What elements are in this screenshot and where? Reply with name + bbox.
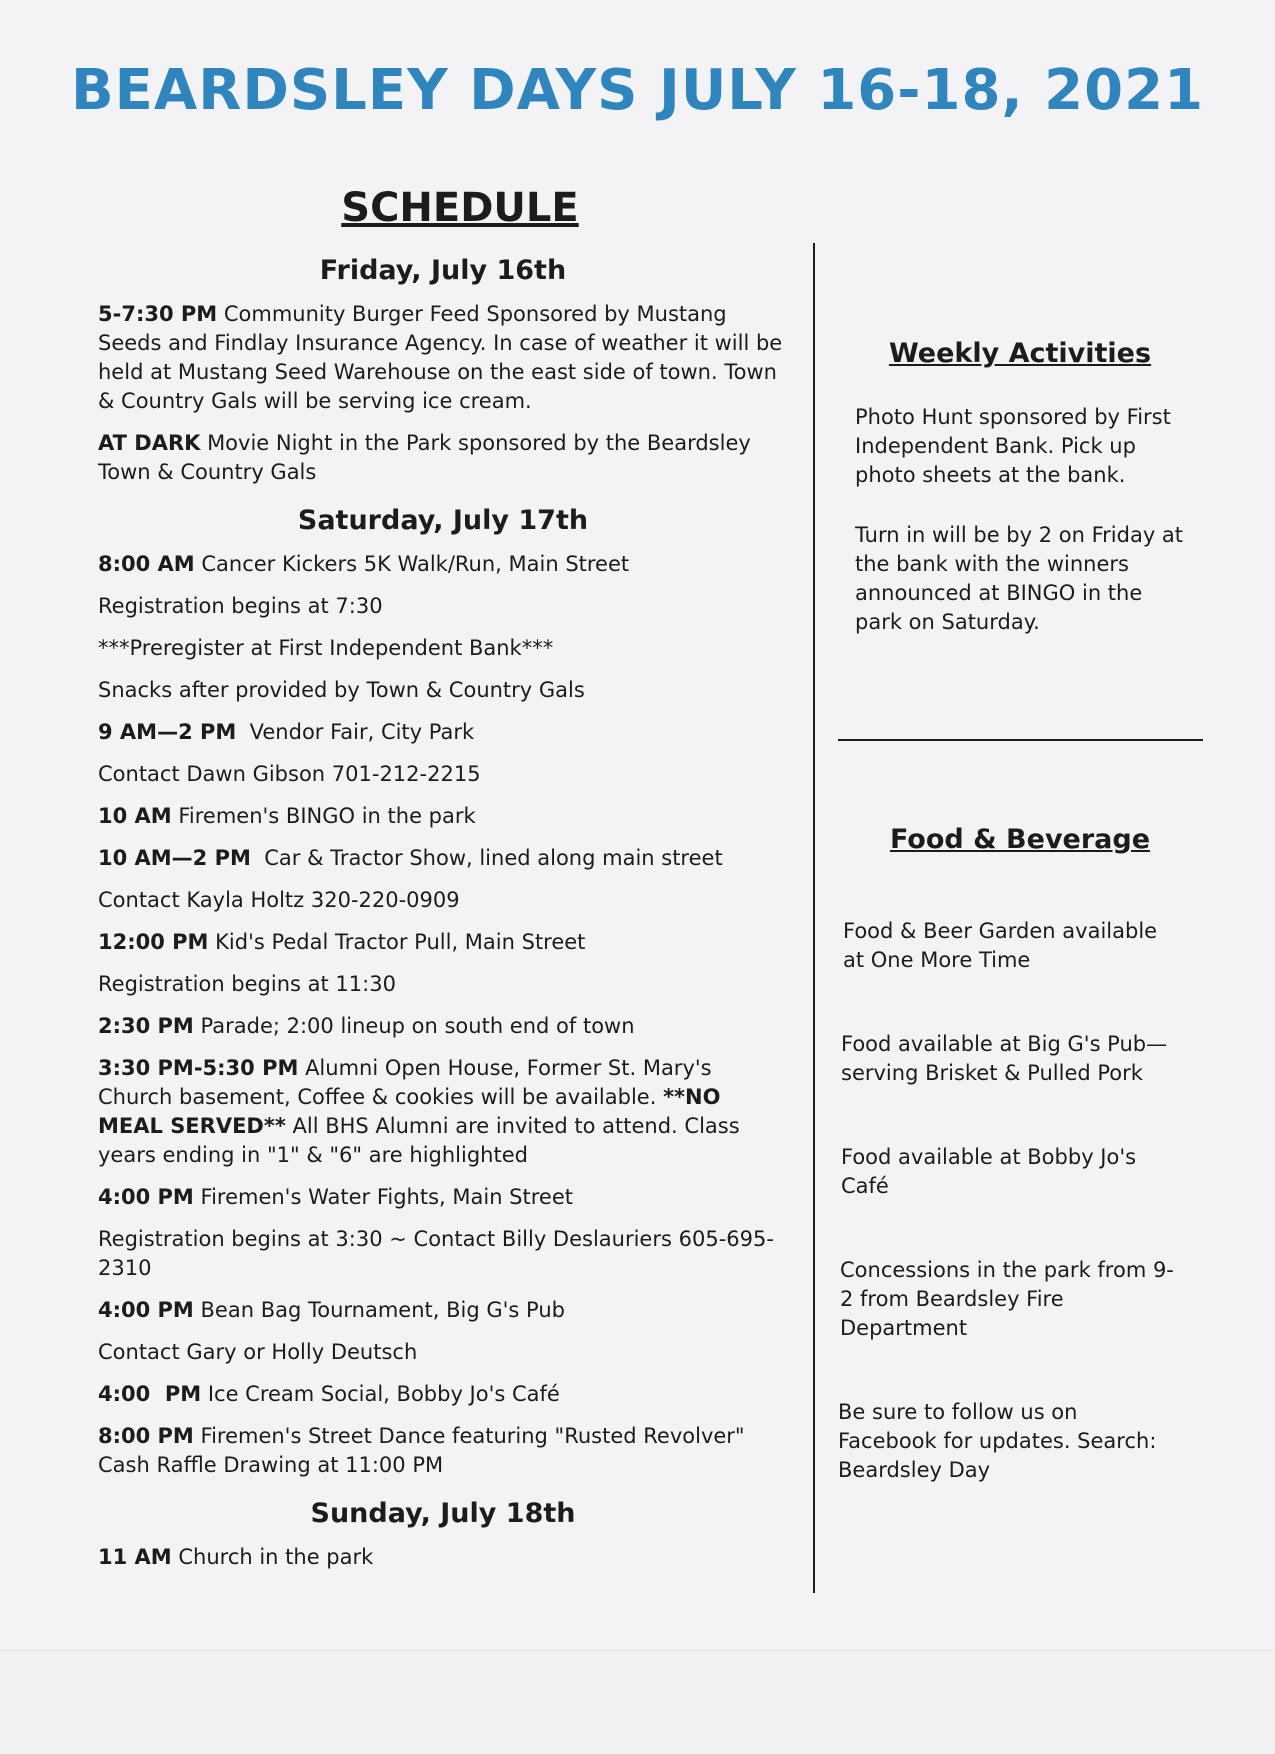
event-text: Church in the park	[171, 1545, 374, 1569]
event-text: Community Burger Feed Sponsored by Mustang Seeds and Findlay Insurance Agency. In case of weather it will be held at Mustang Seed Warehouse on the east side of town. Town & Country Gals will be serving ice cream.	[98, 302, 783, 413]
event-text: Movie Night in the Park sponsored by the Beardsley Town & Country Gals	[98, 431, 751, 484]
event-time: 8:00 PM	[98, 1424, 194, 1448]
event-vendor-contact	[98, 760, 788, 789]
event-time: 3:30 PM-5:30 PM	[98, 1056, 299, 1080]
event-time: 10 AM	[98, 804, 172, 828]
column-divider	[813, 243, 815, 1593]
event-text: Firemen's Street Dance featuring "Rusted Revolver" Cash Raffle Drawing at 11:00 PM	[98, 1424, 745, 1477]
event-text: Snacks after provided by Town & Country Gals	[98, 678, 585, 702]
event-car-show-contact	[98, 886, 788, 915]
event-text: Ice Cream Social, Bobby Jo's Café	[201, 1382, 560, 1406]
event-text: Car & Tractor Show, lined along main street	[250, 846, 723, 870]
event-bean-bag	[98, 1296, 788, 1325]
event-time: 4:00 PM	[98, 1382, 202, 1406]
event-text: Registration begins at 11:30	[98, 972, 396, 996]
event-text: Vendor Fair, City Park	[236, 720, 475, 744]
event-text: Registration begins at 3:30 ~ Contact Billy Deslauriers 605-695-2310	[98, 1227, 774, 1280]
event-time: 11 AM	[98, 1545, 172, 1569]
event-text: Registration begins at 7:30	[98, 594, 383, 618]
event-5k-preregister	[98, 634, 788, 663]
food-beverage-heading: Food & Beverage	[889, 824, 1151, 855]
event-text: Contact Dawn Gibson 701-212-2215	[98, 762, 481, 786]
event-time: AT DARK	[98, 431, 201, 455]
event-ice-cream-social	[98, 1380, 788, 1409]
event-movie-night	[98, 429, 788, 487]
day-heading-friday: Friday, July 16th	[319, 255, 567, 286]
event-bean-bag-contact	[98, 1338, 788, 1367]
event-time: 4:00 PM	[98, 1185, 194, 1209]
day-heading-sunday: Sunday, July 18th	[310, 1498, 576, 1529]
event-time: 9 AM—2 PM	[98, 720, 237, 744]
event-tractor-pull-registration	[98, 970, 788, 999]
event-water-fights-registration	[98, 1225, 788, 1283]
event-alumni-open-house	[98, 1054, 788, 1170]
event-church	[98, 1543, 788, 1572]
event-5k-registration	[98, 592, 788, 621]
event-tractor-pull	[98, 928, 788, 957]
event-text: Contact Kayla Holtz 320-220-0909	[98, 888, 460, 912]
event-car-show	[98, 844, 788, 873]
event-time: 5-7:30 PM	[98, 302, 218, 326]
event-text: Parade; 2:00 lineup on south end of town	[193, 1014, 635, 1038]
schedule-column	[98, 255, 788, 1585]
facebook-note: Be sure to follow us on Facebook for updates. Search: Beardsley Day	[838, 1400, 1157, 1482]
food-big-gs: Food available at Big G's Pub—serving Brisket & Pulled Pork	[841, 1032, 1168, 1085]
event-time: 2:30 PM	[98, 1014, 194, 1038]
page-title: BEARDSLEY DAYS JULY 16-18, 2021	[70, 58, 1205, 123]
event-time: 10 AM—2 PM	[98, 846, 251, 870]
event-text: Cancer Kickers 5K Walk/Run, Main Street	[194, 552, 630, 576]
event-bingo	[98, 802, 788, 831]
event-text: Contact Gary or Holly Deutsch	[98, 1340, 418, 1364]
event-burger-feed	[98, 300, 788, 416]
section-divider	[838, 739, 1203, 741]
event-time: 12:00 PM	[98, 930, 209, 954]
weekly-turn-in: Turn in will be by 2 on Friday at the bank with the winners announced at BINGO in the park on Saturday.	[855, 523, 1184, 634]
day-heading-saturday: Saturday, July 17th	[297, 505, 589, 536]
event-text: Firemen's BINGO in the park	[171, 804, 476, 828]
event-street-dance	[98, 1422, 788, 1480]
event-text: Firemen's Water Fights, Main Street	[193, 1185, 573, 1209]
food-beer-garden: Food & Beer Garden available at One More Time	[843, 919, 1158, 972]
event-5k-snacks	[98, 676, 788, 705]
event-text: Bean Bag Tournament, Big G's Pub	[193, 1298, 565, 1322]
food-concessions: Concessions in the park from 9-2 from Beardsley Fire Department	[840, 1258, 1174, 1340]
event-time: 4:00 PM	[98, 1298, 194, 1322]
food-bobby-jos: Food available at Bobby Jo's Café	[841, 1145, 1137, 1198]
event-parade	[98, 1012, 788, 1041]
schedule-heading: SCHEDULE	[341, 185, 579, 231]
event-vendor-fair	[98, 718, 788, 747]
event-water-fights	[98, 1183, 788, 1212]
weekly-photo-hunt: Photo Hunt sponsored by First Independent Bank. Pick up photo sheets at the bank.	[855, 405, 1171, 487]
weekly-activities-heading: Weekly Activities	[888, 338, 1152, 369]
event-5k	[98, 550, 788, 579]
event-notice: **NO MEAL SERVED**	[98, 1085, 721, 1138]
event-text: ***Preregister at First Independent Bank***	[98, 636, 554, 660]
event-text: Kid's Pedal Tractor Pull, Main Street	[208, 930, 586, 954]
event-time: 8:00 AM	[98, 552, 195, 576]
event-text: All BHS Alumni are invited to attend. Class years ending in "1" & "6" are highlighted	[98, 1114, 740, 1167]
event-text: Alumni Open House, Former St. Mary's Church basement, Coffee & cookies will be available.	[98, 1056, 712, 1109]
